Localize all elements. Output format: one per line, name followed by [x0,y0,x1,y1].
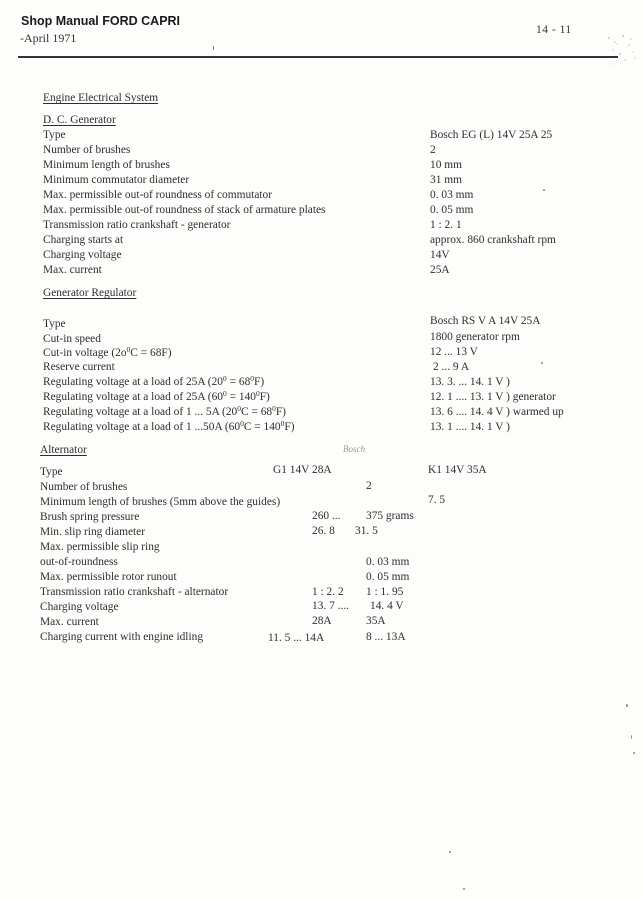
alt-col1: G1 14V 28A [273,464,332,476]
alt-row-label: Max. permissible slip ring [40,541,160,553]
reg-row-value: 2 ... 9 A [433,361,470,373]
dc-row-value: 1 : 2. 1 [430,219,462,231]
alt-row-label: Max. current [40,616,99,628]
dc-row-label: Type [43,129,66,141]
dc-row-label: Charging starts at [43,234,124,246]
dc-row-value: approx. 860 crankshaft rpm [430,234,556,246]
pencil-note: Bosch [343,444,365,454]
manual-date: -April 1971 [20,31,77,45]
dc-row-label: Max. current [43,264,102,276]
alt-row-label: Min. slip ring diameter [40,526,146,538]
dc-row-value: 0. 03 mm [430,189,474,201]
dc-row-label: Max. permissible out-of roundness of stack of armature plates [43,204,326,216]
alt-col1: 13. 7 .... [312,600,350,612]
dc-row-value: 0. 05 mm [430,204,474,216]
dc-row-value: 25A [430,264,450,276]
alt-row-label: Charging current with engine idling [40,631,204,643]
alt-col2: 0. 03 mm [366,556,410,568]
dc-row-value: 14V [430,249,450,261]
dc-generator-title: D. C. Generator [43,114,116,126]
reg-row-label: Cut-in speed [43,333,101,345]
reg-row-label: Regulating voltage at a load of 1 ...50A $(60^0C = 140^0F)$ [43,419,295,433]
reg-row-value: Bosch RS V A 14V 25A [430,315,541,327]
reg-row-label: Regulating voltage at a load of 1 ... 5A $(20^0C = 68^0F)$ [43,404,286,418]
page-number: 14 - 11 [536,24,572,36]
scan-noise [605,30,639,100]
alt-col2: 0. 05 mm [366,571,410,583]
dc-row-label: Transmission ratio crankshaft - generator [43,219,231,231]
alt-col2: 31. 5 [355,525,378,537]
alt-col1: 1 : 2. 2 [312,586,344,598]
dc-row-label: Max. permissible out-of roundness of commutator [43,189,273,201]
alternator-title: Alternator [40,444,87,456]
reg-row-value: 13. 1 .... 14. 1 V ) [430,421,510,433]
scan-speck [463,888,465,890]
scan-speck [633,752,635,754]
alt-col1: 26. 8 [312,525,335,537]
alt-row-label: Max. permissible rotor runout [40,571,177,583]
alt-row-label: Brush spring pressure [40,511,140,523]
scan-speck [543,189,545,191]
reg-row-value: 13. 3. ... 14. 1 V ) [430,376,510,388]
alt-col1: 11. 5 ... 14A [268,632,325,644]
reg-row-label: Regulating voltage at a load of 25A $(60^0 = 140^0F)$ [43,389,270,403]
dc-row-value: 31 mm [430,174,462,186]
alt-row-label: out-of-roundness [40,556,118,568]
alt-col2: 375 grams [366,510,414,522]
alt-col2: 14. 4 V [370,600,404,612]
scan-speck [213,46,214,50]
dc-row-label: Minimum length of brushes [43,159,170,171]
reg-row-value: 12. 1 .... 13. 1 V ) generator [430,391,556,403]
reg-row-label: Cut-in voltage $(2o^0C = 68F)$ [43,345,172,359]
alt-row-label: Charging voltage [40,601,119,613]
alt-col2: 1 : 1. 95 [366,586,404,598]
alt-col2: 35A [366,615,386,627]
alt-col1: 28A [312,615,332,627]
dc-row-value: 10 mm [430,159,462,171]
section-heading: Engine Electrical System [43,92,159,104]
header-rule [18,56,618,58]
dc-row-label: Charging voltage [43,249,122,261]
alt-row-label: Type [40,466,63,478]
reg-row-label: Regulating voltage at a load of 25A $(20^0 = 68^0F)$ [43,374,265,388]
alt-col1: 260 ... [312,510,341,522]
dc-row-value: Bosch EG (L) 14V 25A 25 [430,129,553,141]
scan-speck [626,704,628,707]
reg-row-value: 12 ... 13 V [430,346,478,358]
dc-row-value: 2 [430,144,436,156]
alt-col3: K1 14V 35A [428,464,487,476]
alt-col2: 2 [366,480,372,492]
reg-row-value: 13. 6 .... 14. 4 V ) warmed up [430,406,564,418]
reg-row-label: Type [43,318,66,330]
alt-col2: 8 ... 13A [366,631,406,643]
reg-row-label: Reserve current [43,361,115,373]
scan-speck [449,851,451,853]
alt-row-label: Number of brushes [40,481,128,493]
scan-speck [541,362,543,364]
dc-row-label: Minimum commutator diameter [43,174,190,186]
manual-title: Shop Manual FORD CAPRI [21,14,181,28]
alt-col3: 7. 5 [428,494,446,506]
reg-row-value: 1800 generator rpm [430,331,520,343]
dc-row-label: Number of brushes [43,144,131,156]
alt-row-label: Transmission ratio crankshaft - alternator [40,586,229,598]
regulator-title: Generator Regulator [43,287,137,299]
alt-row-label: Minimum length of brushes (5mm above the guides) [40,496,281,508]
scan-speck [631,735,632,739]
